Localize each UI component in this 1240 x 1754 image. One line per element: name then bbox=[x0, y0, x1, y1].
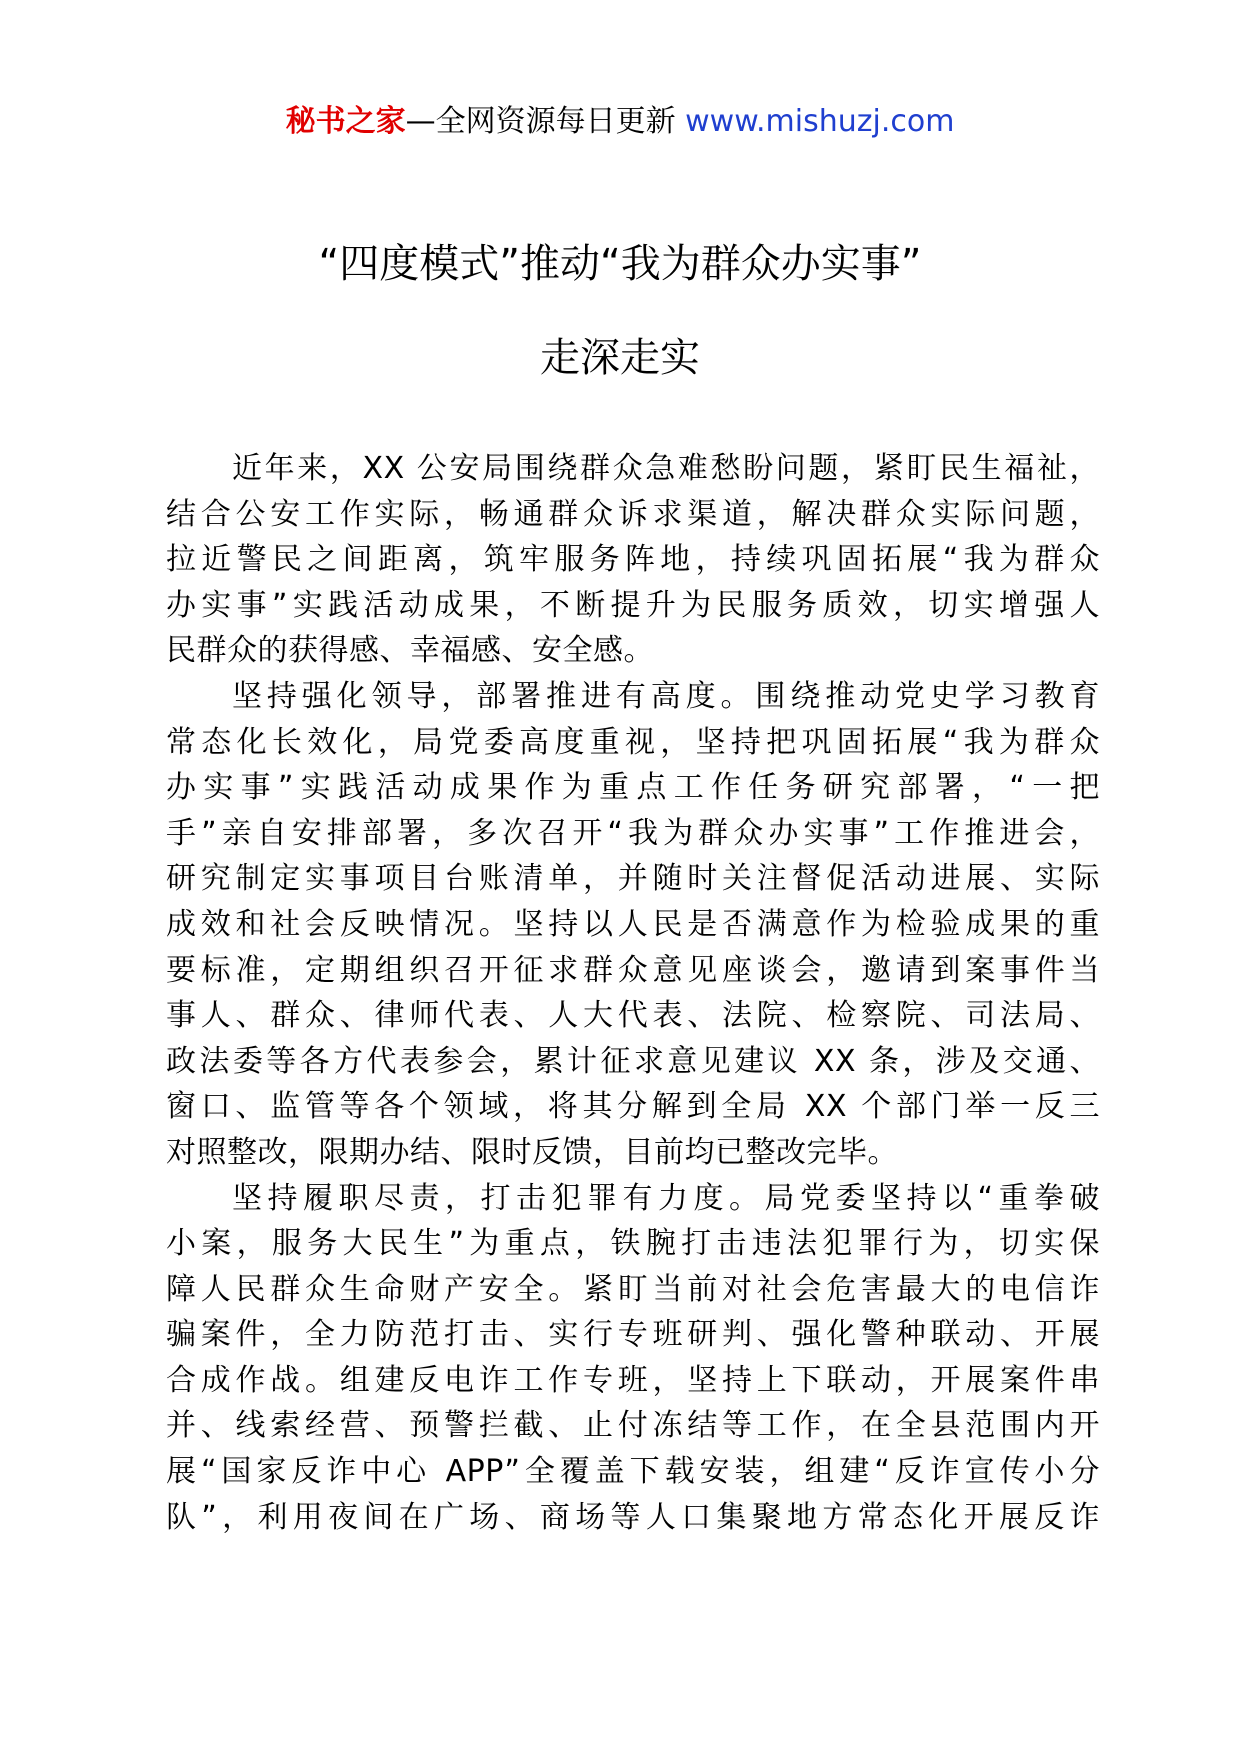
site-url-link[interactable]: www.mishuzj.com bbox=[685, 104, 955, 139]
paragraph-2-line: 手”亲自安排部署，多次召开“我为群众办实事”工作推进会， bbox=[166, 815, 1100, 851]
paragraph-3-line: 坚持履职尽责，打击犯罪有力度。局党委坚持以“重拳破 bbox=[232, 1180, 1100, 1216]
paragraph-2-line: 成效和社会反映情况。坚持以人民是否满意作为检验成果的重 bbox=[166, 906, 1100, 942]
paragraph-2-line: 政法委等各方代表参会，累计征求意见建议 XX 条，涉及交通、 bbox=[166, 1043, 1100, 1079]
paragraph-3-line: 展“国家反诈中心 APP”全覆盖下载安装，组建“反诈宣传小分 bbox=[166, 1454, 1100, 1490]
paragraph-3-line: 骗案件，全力防范打击、实行专班研判、强化警种联动、开展 bbox=[166, 1317, 1100, 1353]
document-title-line-2: 走深走实 bbox=[540, 335, 700, 381]
document-body bbox=[166, 446, 1100, 1540]
paragraph-1-line: 近年来，XX 公安局围绕群众急难愁盼问题，紧盯民生福祉， bbox=[232, 451, 1100, 486]
paragraph-3-line: 合成作战。组建反电诈工作专班，坚持上下联动，开展案件串 bbox=[166, 1362, 1100, 1398]
paragraph-1-line: 办实事”实践活动成果，不断提升为民服务质效，切实增强人 bbox=[166, 587, 1100, 623]
paragraph-2-line: 常态化长效化，局党委高度重视，坚持把巩固拓展“我为群众 bbox=[166, 724, 1100, 760]
paragraph-2-line: 坚持强化领导，部署推进有高度。围绕推动党史学习教育 bbox=[232, 678, 1100, 714]
document-title-line-1: “四度模式”推动“我为群众办实事” bbox=[318, 241, 922, 287]
paragraph-1-line: 民群众的获得感、幸福感、安全感。 bbox=[166, 633, 654, 669]
site-name: 秘书之家 bbox=[285, 104, 406, 139]
paragraph-1-line: 结合公安工作实际，畅通群众诉求渠道，解决群众实际问题， bbox=[166, 496, 1100, 532]
site-tagline: —全网资源每日更新 bbox=[405, 104, 686, 139]
paragraph-2-line: 对照整改，限期办结、限时反馈，目前均已整改完毕。 bbox=[166, 1134, 898, 1170]
paragraph-2-line: 研究制定实事项目台账清单，并随时关注督促活动进展、实际 bbox=[166, 861, 1100, 897]
paragraph-2-line: 事人、群众、律师代表、人大代表、法院、检察院、司法局、 bbox=[166, 998, 1100, 1034]
paragraph-2-line: 窗口、监管等各个领域，将其分解到全局 XX 个部门举一反三 bbox=[166, 1089, 1100, 1125]
paragraph-2-line: 办实事”实践活动成果作为重点工作任务研究部署，“一把 bbox=[166, 770, 1100, 806]
paragraph-3-line: 障人民群众生命财产安全。紧盯当前对社会危害最大的电信诈 bbox=[166, 1271, 1100, 1307]
paragraph-1-line: 拉近警民之间距离，筑牢服务阵地，持续巩固拓展“我为群众 bbox=[166, 542, 1100, 578]
paragraph-3-line: 队”，利用夜间在广场、商场等人口集聚地方常态化开展反诈 bbox=[166, 1499, 1100, 1535]
paragraph-2-line: 要标准，定期组织召开征求群众意见座谈会，邀请到案事件当 bbox=[166, 952, 1100, 988]
paragraph-3-line: 并、线索经营、预警拦截、止付冻结等工作，在全县范围内开 bbox=[166, 1408, 1100, 1444]
site-header bbox=[0, 100, 1240, 144]
paragraph-3-line: 小案，服务大民生”为重点，铁腕打击违法犯罪行为，切实保 bbox=[166, 1226, 1100, 1262]
